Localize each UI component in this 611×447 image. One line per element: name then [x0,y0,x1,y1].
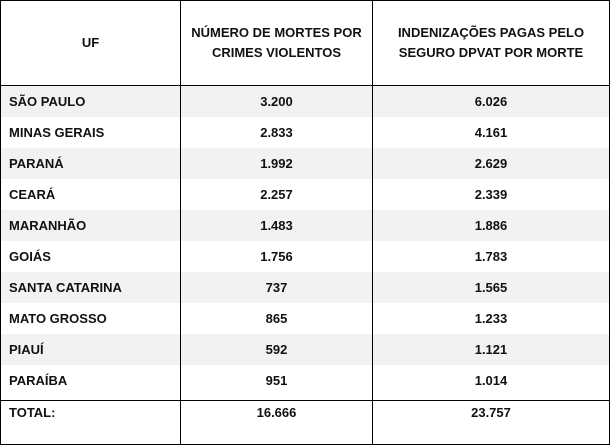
header-uf: UF [1,1,181,86]
total-label: TOTAL: [1,401,181,445]
state-cell: MINAS GERAIS [1,117,181,148]
indemnities-cell: 1.014 [373,365,610,396]
deaths-cell: 1.992 [181,148,373,179]
state-cell: MARANHÃO [1,210,181,241]
deaths-cell: 737 [181,272,373,303]
indemnities-cell: 2.339 [373,179,610,210]
total-deaths: 16.666 [181,401,373,445]
deaths-cell: 592 [181,334,373,365]
total-indemnities: 23.757 [373,401,610,445]
state-cell: PARAÍBA [1,365,181,396]
indemnities-cell: 1.233 [373,303,610,334]
deaths-cell: 865 [181,303,373,334]
state-cell: PIAUÍ [1,334,181,365]
state-cell: SANTA CATARINA [1,272,181,303]
indemnities-cell: 1.783 [373,241,610,272]
deaths-cell: 3.200 [181,86,373,118]
table-row [1,303,610,334]
deaths-cell: 951 [181,365,373,396]
table-row [1,241,610,272]
state-cell: PARANÁ [1,148,181,179]
header-row [1,1,610,86]
deaths-cell: 1.756 [181,241,373,272]
deaths-cell: 1.483 [181,210,373,241]
table-row [1,365,610,396]
state-cell: CEARÁ [1,179,181,210]
table-row [1,148,610,179]
indemnities-cell: 4.161 [373,117,610,148]
header-deaths: NÚMERO DE MORTES POR CRIMES VIOLENTOS [181,1,373,86]
state-cell: MATO GROSSO [1,303,181,334]
indemnities-cell: 6.026 [373,86,610,118]
total-row [1,401,610,445]
table-row [1,272,610,303]
header-indemnities: INDENIZAÇÕES PAGAS PELO SEGURO DPVAT POR MORTE [373,1,610,86]
indemnities-cell: 1.886 [373,210,610,241]
table-row [1,179,610,210]
table-row [1,210,610,241]
state-cell: SÃO PAULO [1,86,181,118]
indemnities-cell: 1.121 [373,334,610,365]
indemnities-cell: 1.565 [373,272,610,303]
state-cell: GOIÁS [1,241,181,272]
deaths-cell: 2.833 [181,117,373,148]
indemnities-cell: 2.629 [373,148,610,179]
deaths-cell: 2.257 [181,179,373,210]
table-row [1,117,610,148]
table-row [1,86,610,118]
table-row [1,334,610,365]
